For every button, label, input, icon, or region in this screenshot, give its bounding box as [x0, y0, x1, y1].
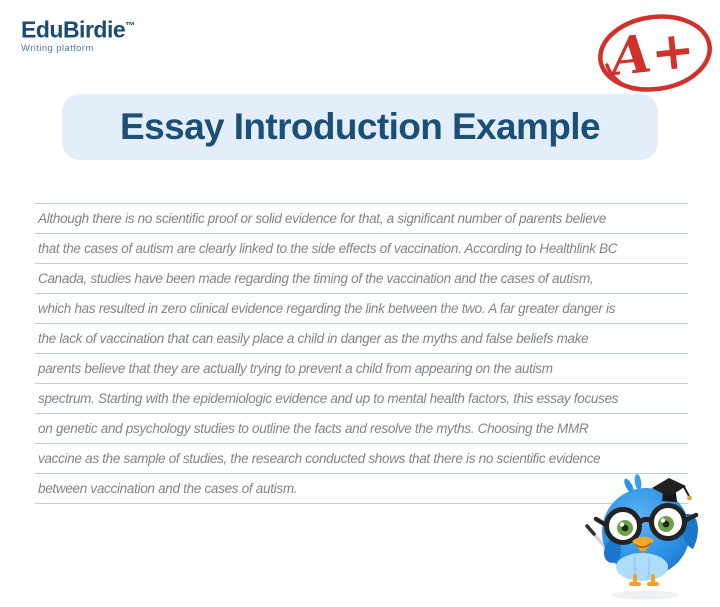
essay-line: vaccine as the sample of studies, the research conducted shows that there is no scientific evidence — [35, 444, 688, 474]
essay-paper — [35, 203, 688, 504]
essay-line: on genetic and psychology studies to outline the facts and resolve the myths. Choosing the MMR — [35, 414, 688, 444]
brand-tagline: Writing platform — [21, 42, 94, 54]
page-title: Essay Introduction Example — [120, 106, 600, 147]
essay-line: Although there is no scientific proof or solid evidence for that, a significant number of parents believe — [35, 204, 688, 234]
grade-circle-icon — [595, 7, 717, 101]
trademark-symbol: ™ — [125, 21, 136, 32]
brand-name — [21, 15, 135, 42]
grade-badge — [595, 7, 717, 101]
essay-line: which has resulted in zero clinical evidence regarding the link between the two. A far greater danger is — [35, 294, 688, 324]
essay-line: that the cases of autism are clearly linked to the side effects of vaccination. According to Healthlink BC — [35, 234, 688, 264]
essay-line: parents believe that they are actually trying to prevent a child from appearing on the autism — [35, 354, 688, 384]
bird-mascot-icon — [583, 471, 715, 602]
essay-line: spectrum. Starting with the epidemiologic evidence and up to mental health factors, this essay focuses — [35, 384, 688, 414]
essay-line: between vaccination and the cases of autism. — [35, 474, 688, 504]
brand-name-text: EduBirdie — [21, 16, 126, 43]
brand-logo — [21, 15, 135, 54]
grade-label: A+ — [607, 18, 698, 89]
title-banner — [62, 94, 658, 160]
bird-mascot — [583, 471, 715, 602]
essay-line: Canada, studies have been made regarding the timing of the vaccination and the cases of autism, — [35, 264, 688, 294]
essay-line: the lack of vaccination that can easily place a child in danger as the myths and false beliefs make — [35, 324, 688, 354]
